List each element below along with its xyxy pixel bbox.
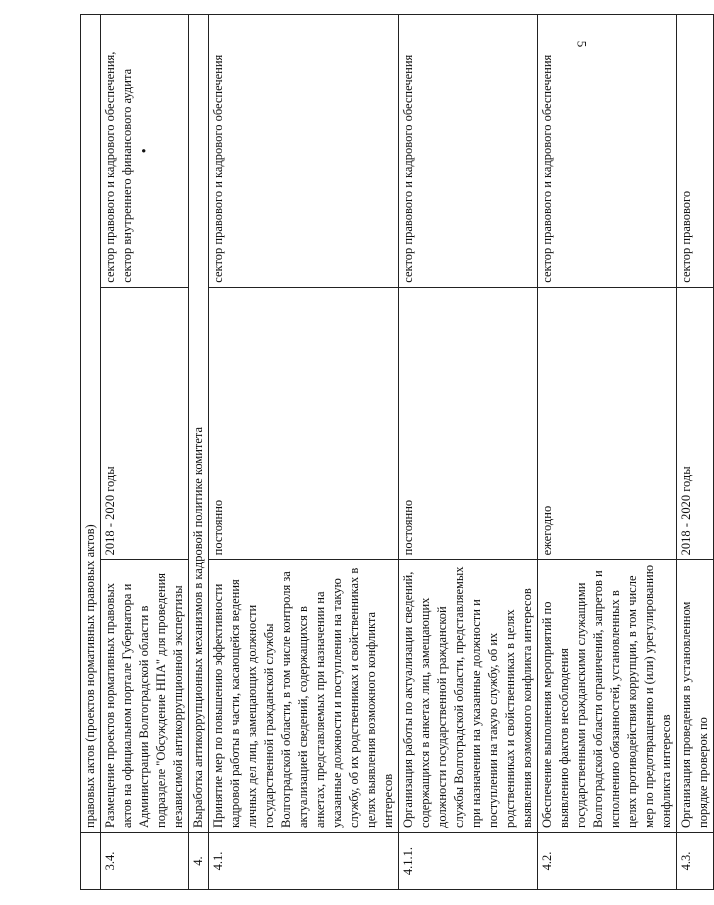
row-number-cell: 4.1. — [209, 833, 399, 890]
responsible-cell: сектор правового и кадрового обеспечения — [209, 15, 399, 288]
action-cell: Организация проведения в установленном порядке проверок по — [677, 560, 714, 833]
term-cell: ежегодно — [538, 287, 677, 560]
table-row — [209, 15, 399, 890]
term-cell: 2018 - 2020 годы — [677, 287, 714, 560]
continuation-cell: правовых актов (проектов нормативных правовых актов) — [81, 15, 101, 833]
action-cell: Размещение проектов нормативных правовых актов на официальном портале Губернатора и Администрации Волгоградской области в подразделе "Обсуждение НПА" для проведения независимой антикоррупционной экспертизы — [101, 560, 189, 833]
table-row — [101, 15, 189, 890]
responsible-cell — [101, 15, 189, 288]
responsible-cell: сектор правового и кадрового обеспечения — [399, 15, 538, 288]
action-cell: Обеспечение выполнения мероприятий по выявлению фактов несоблюдения государственными гражданскими служащими Волгоградской области ограничений, запретов и исполнению обязанностей, установленных в целях противодействия коррупции, в том числе мер по предотвращению и (или) урегулированию конфликта интересов — [538, 560, 677, 833]
action-plan-table — [80, 14, 714, 890]
table-row — [538, 15, 677, 890]
term-cell: постоянно — [399, 287, 538, 560]
row-number-cell: 4.1.1. — [399, 833, 538, 890]
row-number-cell — [81, 833, 101, 890]
table-row — [677, 15, 714, 890]
section-number-cell: 4. — [189, 833, 209, 890]
action-cell: Принятие мер по повышению эффективности кадровой работы в части, касающейся ведения личных дел лиц, замещающих должности государственной гражданской службы Волгоградской области, в том числе контроля за актуализацией сведений, содержащихся в анкетах, представляемых при назначении на указанные должности и поступлении на такую службу, об их родственниках и свойственниках в целях выявления возможного конфликта интересов — [209, 560, 399, 833]
dot-mark: • — [137, 148, 151, 154]
term-cell: 2018 - 2020 годы — [101, 287, 189, 560]
action-cell: Организация работы по актуализации сведений, содержащихся в анкетах лиц, замещающих должности государственной гражданской службы Волгоградской области, представляемых при назначении на указанные должности и поступлении на такую службу, об их родственниках и свойственниках в целях выявления возможного конфликта интересов — [399, 560, 538, 833]
table-row — [81, 15, 101, 890]
row-number-cell: 3.4. — [101, 833, 189, 890]
table-row — [399, 15, 538, 890]
row-number-cell: 4.2. — [538, 833, 677, 890]
section-title-cell: Выработка антикоррупционных механизмов в кадровой политике комитета — [189, 15, 209, 833]
page-number: 5 — [573, 40, 589, 48]
row-number-cell: 4.3. — [677, 833, 714, 890]
responsible-cell: сектор правового — [677, 15, 714, 288]
table-row — [189, 15, 209, 890]
term-cell: постоянно — [209, 287, 399, 560]
responsible-cell: сектор правового и кадрового обеспечения — [538, 15, 677, 288]
rotated-table-container — [80, 14, 710, 890]
responsible-text: сектор правового и кадрового обеспечения, сектор внутреннего финансового аудита — [103, 51, 134, 283]
